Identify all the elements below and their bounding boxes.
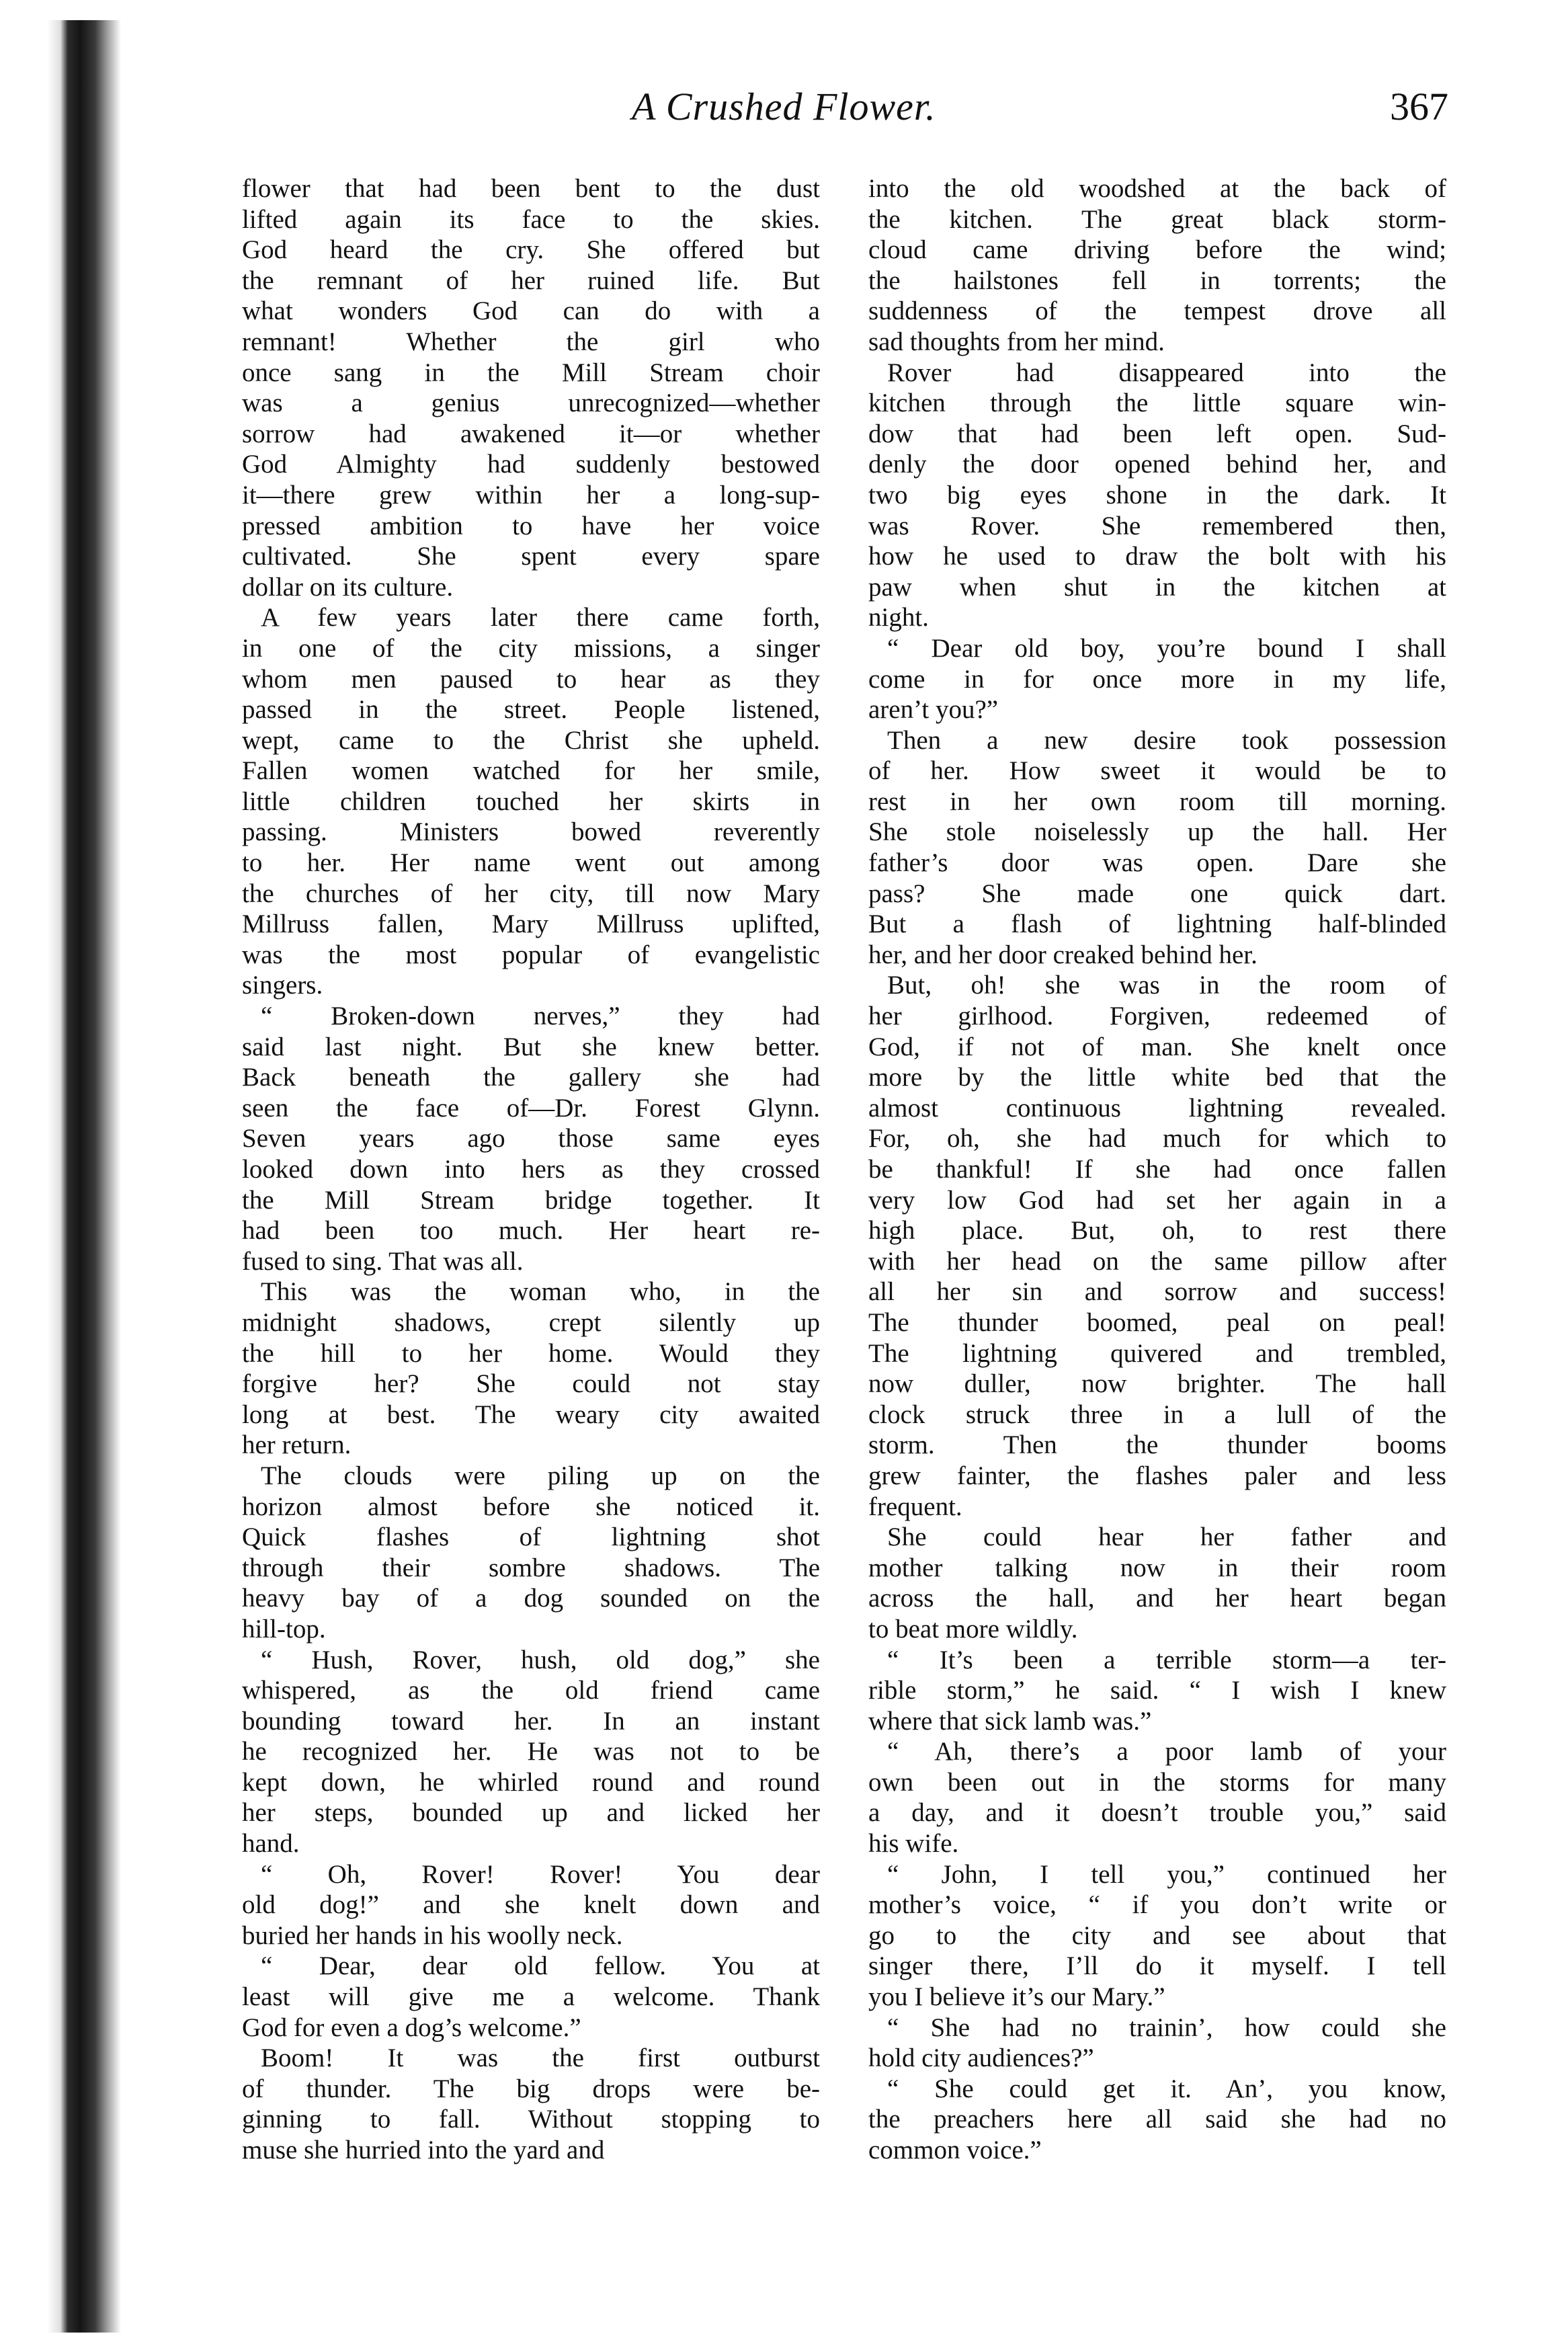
- text-line: storm. Then the thunder booms: [868, 1430, 1446, 1460]
- text-line: horizon almost before she noticed it.: [242, 1492, 820, 1521]
- text-line: “ She could get it. An’, you know,: [887, 2074, 1446, 2103]
- text-line: sad thoughts from her mind.: [868, 327, 1165, 356]
- text-line: her steps, bounded up and licked her: [242, 1798, 820, 1828]
- page-header: [0, 84, 1568, 138]
- text-line: heavy bay of a dog sounded on the: [242, 1584, 820, 1613]
- text-line: passing. Ministers bowed reverently: [242, 817, 820, 847]
- text-line: be thankful! If she had once fallen: [868, 1155, 1446, 1184]
- text-line: little children touched her skirts in: [242, 786, 820, 816]
- paragraph: [242, 173, 820, 602]
- text-line: “ Broken-down nerves,” they had: [261, 1002, 820, 1031]
- text-line: “ Oh, Rover! Rover! You dear: [261, 1859, 820, 1889]
- text-line: mother talking now in their room: [868, 1553, 1446, 1582]
- text-line: least will give me a welcome. Thank: [242, 1982, 820, 2012]
- paragraph: [242, 602, 820, 1001]
- text-line: come in for once more in my life,: [868, 664, 1446, 694]
- text-line: almost continuous lightning revealed.: [868, 1093, 1446, 1123]
- text-line: it—there grew within her a long-sup-: [242, 480, 820, 510]
- text-line: old dog!” and she knelt down and: [242, 1890, 820, 1920]
- text-line: the remnant of her ruined life. But: [242, 266, 820, 295]
- text-line: wept, came to the Christ she upheld.: [242, 725, 820, 755]
- text-line: very low God had set her again in a: [868, 1185, 1446, 1215]
- text-line: the hill to her home. Would they: [242, 1338, 820, 1368]
- text-line: flower that had been bent to the dust: [242, 174, 820, 203]
- text-line: cloud came driving before the wind;: [868, 235, 1446, 265]
- text-line: The clouds were piling up on the: [261, 1461, 820, 1490]
- running-title: A Crushed Flower.: [632, 85, 936, 128]
- text-line: But, oh! she was in the room of: [887, 971, 1446, 1000]
- text-line: looked down into hers as they crossed: [242, 1155, 820, 1184]
- paragraph: [242, 1951, 820, 2043]
- text-line: “ Hush, Rover, hush, old dog,” she: [261, 1645, 820, 1674]
- text-line: “ John, I tell you,” continued her: [887, 1859, 1446, 1889]
- text-line: where that sick lamb was.”: [868, 1706, 1152, 1736]
- text-line: of thunder. The big drops were be-: [242, 2074, 820, 2103]
- text-line: Rover had disappeared into the: [887, 358, 1446, 387]
- text-line: midnight shadows, crept silently up: [242, 1307, 820, 1337]
- text-line: once sang in the Mill Stream choir: [242, 358, 820, 387]
- text-line: own been out in the storms for many: [868, 1767, 1446, 1797]
- text-line: of her. How sweet it would be to: [868, 756, 1446, 786]
- text-line: “ It’s been a terrible storm—a ter-: [887, 1645, 1446, 1674]
- paragraph: [868, 1645, 1446, 1737]
- text-line: father’s door was open. Dare she: [868, 848, 1446, 878]
- text-line: God heard the cry. She offered but: [242, 235, 820, 265]
- text-line: rest in her own room till morning.: [868, 786, 1446, 816]
- text-line: “ Ah, there’s a poor lamb of your: [887, 1737, 1446, 1767]
- text-line: lifted again its face to the skies.: [242, 204, 820, 234]
- text-line: clock struck three in a lull of the: [868, 1400, 1446, 1429]
- text-line: Fallen women watched for her smile,: [242, 756, 820, 786]
- text-line: how he used to draw the bolt with his: [868, 542, 1446, 571]
- text-line: he recognized her. He was not to be: [242, 1737, 820, 1767]
- text-line: you I believe it’s our Mary.”: [868, 1982, 1165, 2012]
- text-line: said last night. But she knew better.: [242, 1032, 820, 1061]
- text-line: dow that had been left open. Sud-: [868, 419, 1446, 448]
- text-line: Then a new desire took possession: [887, 725, 1446, 755]
- text-line: whispered, as the old friend came: [242, 1676, 820, 1705]
- text-line: with her head on the same pillow after: [868, 1246, 1446, 1276]
- text-line: remnant! Whether the girl who: [242, 327, 820, 356]
- text-line: a day, and it doesn’t trouble you,” said: [868, 1798, 1446, 1828]
- paragraph: [242, 2043, 820, 2165]
- text-line: rible storm,” he said. “ I wish I knew: [868, 1676, 1446, 1705]
- text-line: The thunder boomed, peal on peal!: [868, 1307, 1446, 1337]
- text-line: She could hear her father and: [887, 1523, 1446, 1552]
- text-line: kept down, he whirled round and round: [242, 1767, 820, 1797]
- text-line: the kitchen. The great black storm-: [868, 204, 1446, 234]
- paragraph: [242, 1277, 820, 1461]
- text-line: the hailstones fell in torrents; the: [868, 266, 1446, 295]
- text-line: The lightning quivered and trembled,: [868, 1338, 1446, 1368]
- text-line: across the hall, and her heart began: [868, 1584, 1446, 1613]
- text-line: seen the face of—Dr. Forest Glynn.: [242, 1093, 820, 1123]
- paragraph: [868, 358, 1446, 633]
- paragraph: [242, 1645, 820, 1859]
- paragraph: [868, 633, 1446, 725]
- paragraph: [868, 970, 1446, 1522]
- right-column: [868, 173, 1446, 2166]
- text-line: his wife.: [868, 1829, 959, 1859]
- text-line: This was the woman who, in the: [261, 1277, 820, 1307]
- text-line: suddenness of the tempest drove all: [868, 296, 1446, 326]
- text-line: Quick flashes of lightning shot: [242, 1523, 820, 1552]
- text-line: pass? She made one quick dart.: [868, 879, 1446, 908]
- paragraph: [242, 1461, 820, 1645]
- text-line: dollar on its culture.: [242, 572, 454, 602]
- text-line: kitchen through the little square win-: [868, 389, 1446, 418]
- text-line: A few years later there came forth,: [261, 603, 820, 633]
- text-line: her return.: [242, 1430, 352, 1460]
- text-line: whom men paused to hear as they: [242, 664, 820, 694]
- text-line: paw when shut in the kitchen at: [868, 572, 1446, 602]
- text-line: long at best. The weary city awaited: [242, 1400, 820, 1429]
- text-line: God Almighty had suddenly bestowed: [242, 450, 820, 479]
- paragraph: [868, 1736, 1446, 1859]
- text-line: into the old woodshed at the back of: [868, 174, 1446, 203]
- text-line: hand.: [242, 1829, 300, 1859]
- text-line: more by the little white bed that the: [868, 1063, 1446, 1092]
- text-line: aren’t you?”: [868, 695, 999, 725]
- text-line: But a flash of lightning half-blinded: [868, 909, 1446, 939]
- text-line: was a genius unrecognized—whether: [242, 389, 820, 418]
- text-line: was the most popular of evangelistic: [242, 940, 820, 969]
- text-line: mother’s voice, “ if you don’t write or: [868, 1890, 1446, 1920]
- paragraph: [242, 1001, 820, 1277]
- text-line: night.: [868, 603, 929, 633]
- text-line: ginning to fall. Without stopping to: [242, 2105, 820, 2134]
- text-line: hold city audiences?”: [868, 2043, 1094, 2073]
- text-line: had been too much. Her heart re-: [242, 1216, 820, 1246]
- text-line: in one of the city missions, a singer: [242, 633, 820, 663]
- text-line: fused to sing. That was all.: [242, 1246, 524, 1276]
- text-line: She stole noiselessly up the hall. Her: [868, 817, 1446, 847]
- text-line: all her sin and sorrow and success!: [868, 1277, 1446, 1307]
- text-line: Back beneath the gallery she had: [242, 1063, 820, 1092]
- paragraph: [868, 2074, 1446, 2166]
- text-line: the preachers here all said she had no: [868, 2105, 1446, 2134]
- text-line: high place. But, oh, to rest there: [868, 1216, 1446, 1246]
- text-line: passed in the street. People listened,: [242, 695, 820, 725]
- text-line: Seven years ago those same eyes: [242, 1124, 820, 1153]
- text-line: Millruss fallen, Mary Millruss uplifted,: [242, 909, 820, 939]
- text-line: God, if not of man. She knelt once: [868, 1032, 1446, 1061]
- paragraph: [242, 1859, 820, 1951]
- text-line: go to the city and see about that: [868, 1920, 1446, 1950]
- page-number: 367: [1390, 85, 1448, 128]
- text-line: now duller, now brighter. The hall: [868, 1369, 1446, 1399]
- text-line: denly the door opened behind her, and: [868, 450, 1446, 479]
- text-line: “ Dear old boy, you’re bound I shall: [887, 633, 1446, 663]
- text-line: through their sombre shadows. The: [242, 1553, 820, 1582]
- text-line: God for even a dog’s welcome.”: [242, 2013, 581, 2042]
- text-line: her, and her door creaked behind her.: [868, 940, 1257, 969]
- text-line: two big eyes shone in the dark. It: [868, 480, 1446, 510]
- text-line: For, oh, she had much for which to: [868, 1124, 1446, 1153]
- text-line: to her. Her name went out among: [242, 848, 820, 878]
- paragraph: [868, 1522, 1446, 1644]
- text-line: “ She had no trainin’, how could she: [887, 2013, 1446, 2042]
- text-line: cultivated. She spent every spare: [242, 542, 820, 571]
- text-line: the churches of her city, till now Mary: [242, 879, 820, 908]
- text-line: “ Dear, dear old fellow. You at: [261, 1951, 820, 1981]
- paragraph: [868, 1859, 1446, 2013]
- page-binding-edge: [47, 20, 121, 2333]
- paragraph: [868, 2013, 1446, 2074]
- text-line: Boom! It was the first outburst: [261, 2043, 820, 2073]
- text-line: the Mill Stream bridge together. It: [242, 1185, 820, 1215]
- text-line: was Rover. She remembered then,: [868, 511, 1446, 540]
- text-line: grew fainter, the flashes paler and less: [868, 1461, 1446, 1490]
- text-line: forgive her? She could not stay: [242, 1369, 820, 1399]
- text-line: to beat more wildly.: [868, 1614, 1078, 1644]
- text-line: bounding toward her. In an instant: [242, 1706, 820, 1736]
- text-line: hill-top.: [242, 1614, 326, 1644]
- text-line: pressed ambition to have her voice: [242, 511, 820, 540]
- text-line: muse she hurried into the yard and: [242, 2136, 605, 2164]
- paragraph: [868, 725, 1446, 971]
- text-line: common voice.”: [868, 2136, 1042, 2164]
- text-line: singer there, I’ll do it myself. I tell: [868, 1951, 1446, 1981]
- text-line: singers.: [242, 971, 323, 1000]
- text-line: her girlhood. Forgiven, redeemed of: [868, 1002, 1446, 1031]
- text-line: what wonders God can do with a: [242, 296, 820, 326]
- text-line: frequent.: [868, 1492, 962, 1521]
- left-column: [242, 173, 820, 2166]
- text-line: sorrow had awakened it—or whether: [242, 419, 820, 448]
- paragraph: [868, 173, 1446, 358]
- text-line: buried her hands in his woolly neck.: [242, 1920, 623, 1950]
